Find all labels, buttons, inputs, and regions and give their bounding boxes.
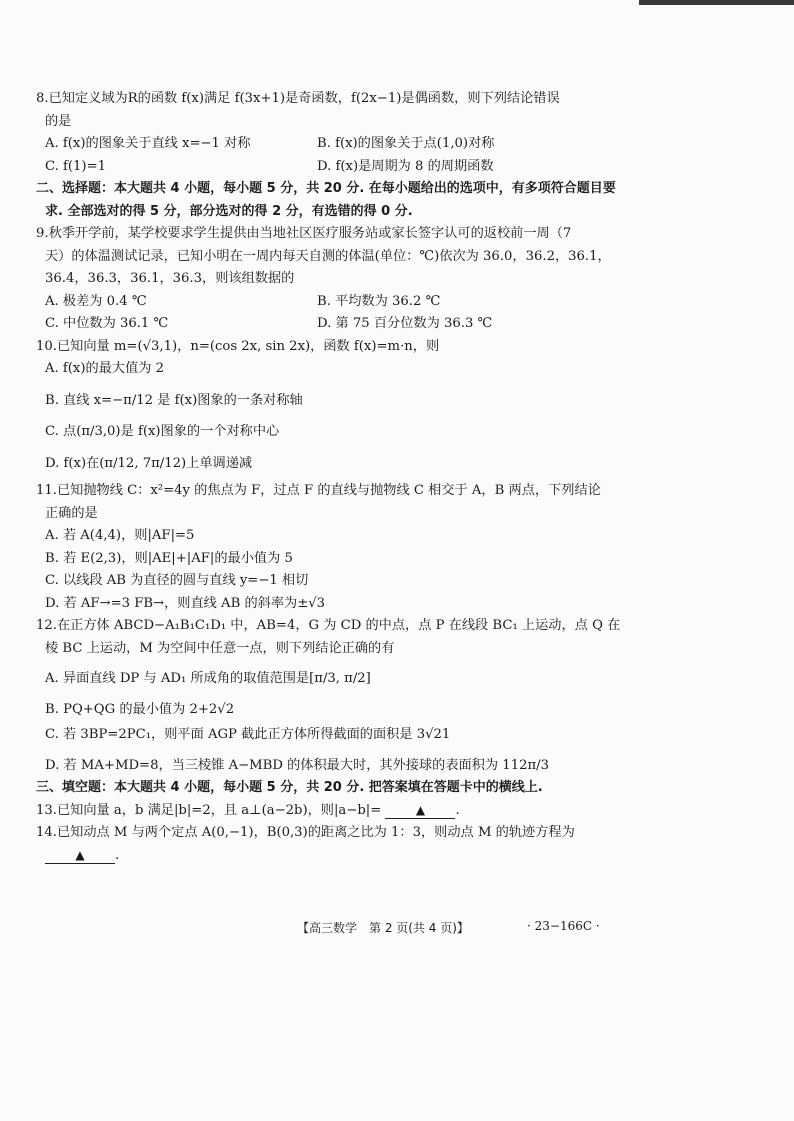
section-3-header: 三、填空题：本大题共 4 小题，每小题 5 分，共 20 分. 把答案填在答题卡中的横线上. — [36, 780, 543, 795]
q12-option-d: D. 若 MA+MD=8，当三棱锥 A−MBD 的体积最大时，其外接球的表面积为 112π/3 — [45, 757, 549, 773]
q13-answer-blank[interactable] — [385, 803, 455, 819]
q11-option-b: B. 若 E(2,3)，则|AE|+|AF|的最小值为 5 — [45, 550, 293, 566]
question-12 — [36, 615, 621, 777]
q11-option-c: C. 以线段 AB 为直径的圆与直线 y=−1 相切 — [45, 573, 309, 588]
footer-exam-code: · 23−166C · — [527, 919, 600, 933]
q14-stem: 14.已知动点 M 与两个定点 A(0,−1)，B(0,3)的距离之比为 1：3，则动点 M 的轨迹方程为 — [36, 825, 575, 840]
q10-option-d: D. f(x)在(π/12, 7π/12)上单调递减 — [45, 455, 253, 471]
page-footer — [0, 919, 794, 939]
q8-option-c: C. f(1)=1 — [45, 158, 107, 174]
q11-stem-line-2: 正确的是 — [45, 505, 98, 521]
section-2-line-2: 求. 全部选对的得 5 分，部分选对的得 2 分，有选错的得 0 分. — [45, 203, 413, 219]
q9-option-c: C. 中位数为 36.1 ℃ — [45, 316, 169, 331]
q11-stem-line-1: 11.已知抛物线 C：x²=4y 的焦点为 F，过点 F 的直线与抛物线 C 相交于 A，B 两点，下列结论 — [36, 483, 601, 498]
triangle-marker-icon: ▲ — [415, 802, 426, 817]
question-10 — [36, 336, 581, 481]
q8-option-d: D. f(x)是周期为 8 的周期函数 — [317, 158, 494, 174]
q9-stem-line-1: 9.秋季开学前，某学校要求学生提供由当地社区医疗服务站或家长签字认可的返校前一周（7 — [36, 226, 572, 241]
q12-option-b: B. PQ+QG 的最小值为 2+2√2 — [45, 701, 235, 717]
triangle-marker-icon: ▲ — [75, 847, 85, 862]
q11-option-d: D. 若 AF→=3 FB→，则直线 AB 的斜率为±√3 — [45, 595, 326, 611]
q9-stem-line-3: 36.4，36.3，36.1，36.3，则该组数据的 — [45, 271, 295, 286]
q9-option-a: A. 极差为 0.4 ℃ — [45, 293, 147, 309]
q9-options-row-1 — [36, 291, 581, 314]
q8-options-row-2 — [36, 156, 581, 179]
question-14 — [36, 822, 581, 867]
q8-stem-line-1: 8.已知定义域为R的函数 f(x)满足 f(3x+1)是奇函数，f(2x−1)是偶函数，则下列结论错误 — [36, 91, 560, 106]
q10-stem: 10.已知向量 m=(√3,1)，n=(cos 2x, sin 2x)，函数 f(x)=m·n，则 — [36, 338, 440, 354]
q11-option-a: A. 若 A(4,4)，则|AF|=5 — [45, 528, 195, 543]
q10-option-c: C. 点(π/3,0)是 f(x)图象的一个对称中心 — [45, 424, 280, 439]
q13-stem: 13.已知向量 a，b 满足|b|=2，且 a⊥(a−2b)，则|a−b|= — [36, 802, 382, 818]
q9-options-row-2 — [36, 313, 581, 336]
q9-option-b: B. 平均数为 36.2 ℃ — [317, 293, 441, 309]
q14-tail: . — [115, 847, 120, 863]
exam-page-content — [36, 88, 621, 867]
q12-stem-line-1: 12.在正方体 ABCD−A₁B₁C₁D₁ 中，AB=4，G 为 CD 的中点，点 P 在线段 BC₁ 上运动，点 Q 在 — [36, 618, 621, 633]
q12-option-a: A. 异面直线 DP 与 AD₁ 所成角的取值范围是[π/3, π/2] — [45, 671, 371, 686]
question-11 — [36, 480, 601, 615]
q13-tail: . — [455, 802, 460, 818]
q10-option-a: A. f(x)的最大值为 2 — [45, 361, 165, 376]
q10-option-b: B. 直线 x=−π/12 是 f(x)图象的一条对称轴 — [45, 392, 303, 408]
q8-stem-line-2: 的是 — [45, 113, 72, 129]
q9-option-d: D. 第 75 百分位数为 36.3 ℃ — [317, 316, 493, 331]
section-2-line-1: 二、选择题：本大题共 4 小题，每小题 5 分，共 20 分. 在每小题给出的选项中，有多项符合题目要 — [36, 181, 616, 196]
q8-options-row-1 — [36, 133, 581, 156]
q12-option-c: C. 若 3BP=2PC₁，则平面 AGP 截此正方体所得截面的面积是 3√21 — [45, 727, 451, 742]
q8-option-b: B. f(x)的图象关于点(1,0)对称 — [317, 136, 495, 151]
question-8 — [36, 88, 581, 178]
question-9 — [36, 223, 611, 336]
scan-edge-bar — [639, 0, 794, 5]
section-2-header — [36, 178, 616, 223]
footer-page-label: 【高三数学 第 2 页(共 4 页)】 — [297, 921, 469, 935]
q8-option-a: A. f(x)的图象关于直线 x=−1 对称 — [45, 136, 251, 151]
q9-stem-line-2: 天）的体温测试记录，已知小明在一周内每天自测的体温(单位：℃)依次为 36.0，36.2，36.1， — [45, 248, 611, 264]
q14-answer-blank[interactable] — [45, 848, 115, 864]
question-13 — [36, 800, 581, 823]
q12-stem-line-2: 棱 BC 上运动，M 为空间中任意一点，则下列结论正确的有 — [45, 640, 395, 656]
